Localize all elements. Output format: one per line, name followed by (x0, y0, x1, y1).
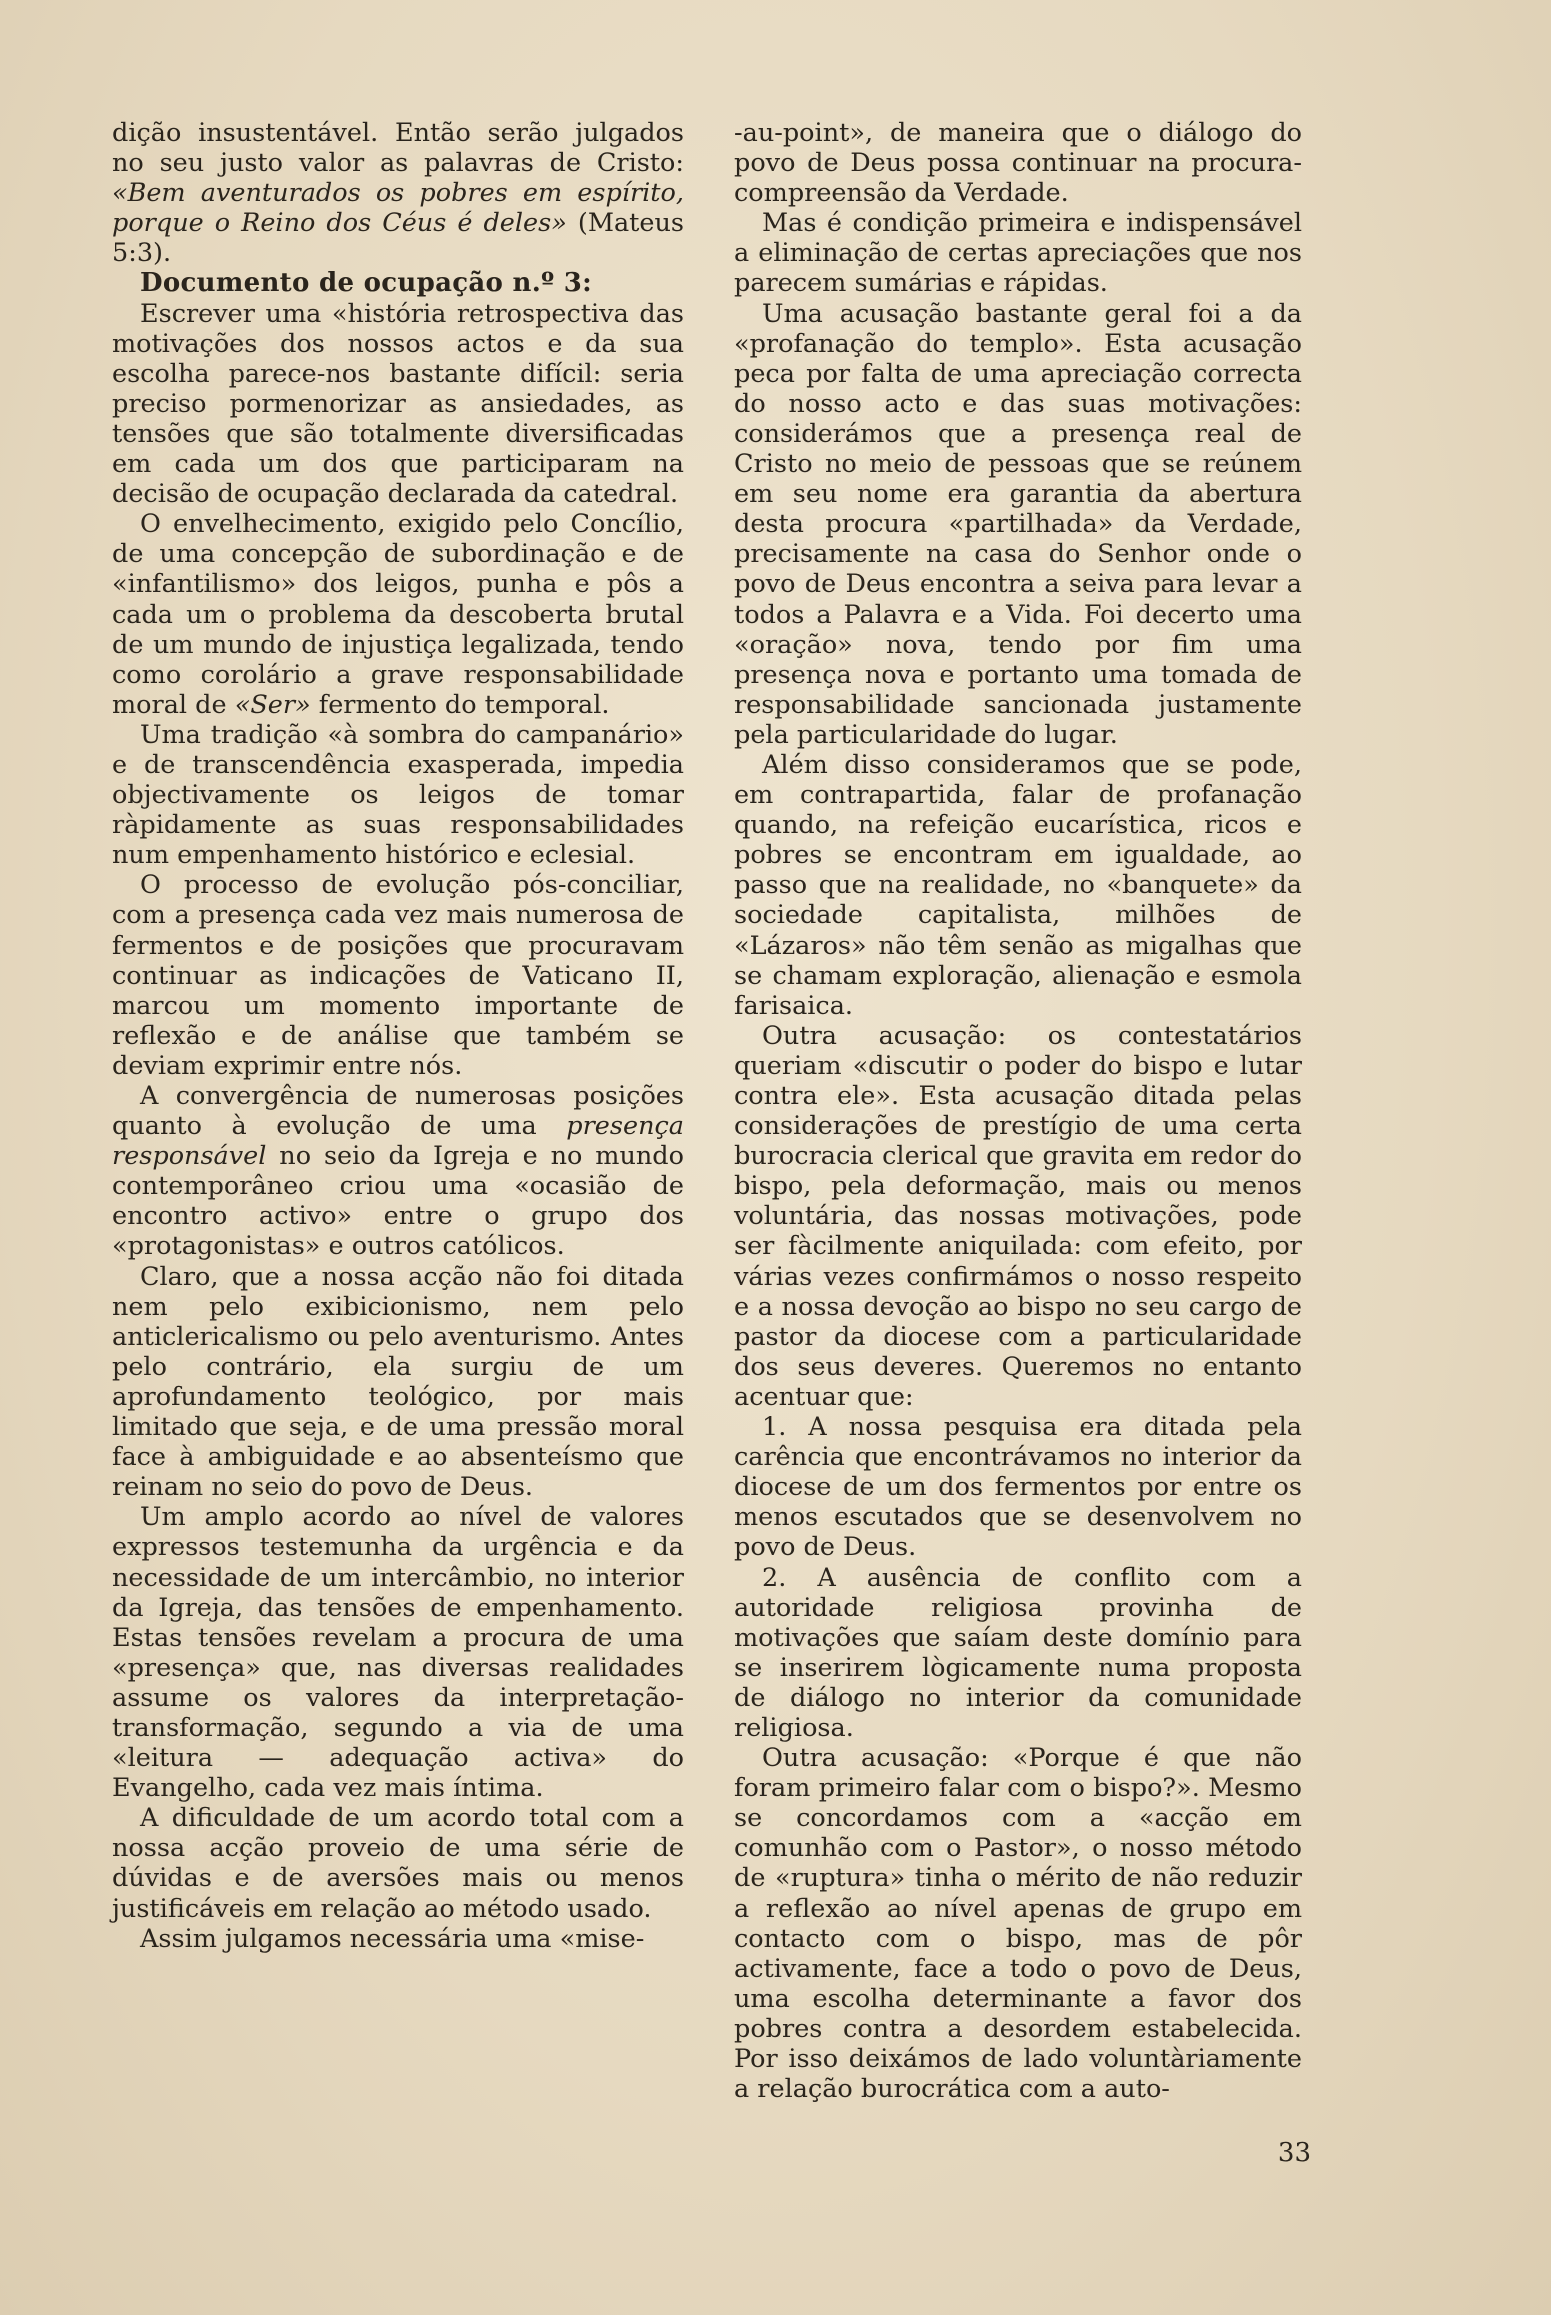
list-item-1: 1. A nossa pesquisa era ditada pela carência que encontrávamos no interior da diocese de um dos fermentos por entre os menos escutados que se desenvolvem no povo de Deus. (734, 1412, 1302, 1563)
list-item-2: 2. A ausência de conflito com a autoridade religiosa provinha de motivações que saíam deste domínio para se inserirem lògicamente numa proposta de diálogo no interior da comunidade religiosa. (734, 1562, 1302, 1743)
intro-quote: «Bem aventurados os pobres em espírito, porque o Reino dos Céus é deles» (112, 178, 684, 239)
intro-paragraph (112, 118, 684, 268)
paragraph-5-end: no seio da Igreja e no mundo contemporâneo criou uma «ocasião de encontro activo» entre o grupo dos «protagonistas» e outros católicos. (112, 1141, 684, 1262)
paragraph-5 (112, 1081, 684, 1262)
paragraph-2-emphasis: «Ser» (234, 689, 311, 720)
intro-text: dição insustentável. Então serão julgados no seu justo valor as palavras de Cristo: (112, 118, 684, 179)
right-column (734, 118, 1302, 2104)
right-paragraph-1: Mas é condição primeira e indispensável a eliminação de certas apreciações que nos parecem sumárias e rápidas. (734, 208, 1302, 299)
left-column (112, 118, 684, 1954)
right-paragraph-3: Além disso consideramos que se pode, em contrapartida, falar de profanação quando, na refeição eucarística, ricos e pobres se encontram em igualdade, ao passo que na realidade, no «banquete» da sociedade capitalista, milhões de «Lázaros» não têm senão as migalhas que se chamam exploração, alienação e esmola farisaica. (734, 749, 1302, 1021)
paragraph-7: Um amplo acordo ao nível de valores expressos testemunha da urgência e da necessidade de um intercâmbio, no interior da Igreja, das tensões de empenhamento. Estas tensões revelam a procura de uma «presença» que, nas diversas realidades assume os valores da interpretação-transformação, segundo a via de uma «leitura — adequação activa» do Evangelho, cada vez mais íntima. (112, 1502, 684, 1804)
paragraph-5-text: A convergência de numerosas posições quanto à evolução de uma (112, 1081, 684, 1142)
intro-citation: (Mateus 5:3). (112, 208, 684, 269)
paragraph-4: O processo de evolução pós-conciliar, com a presença cada vez mais numerosa de fermentos e de posições que procuravam continuar as indicações de Vaticano II, marcou um momento importante de reflexão e de análise que também se deviam exprimir entre nós. (112, 870, 684, 1081)
right-paragraph-4: Outra acusação: os contestatários queriam «discutir o poder do bispo e lutar contra ele». Esta acusação ditada pelas considerações de prestígio de uma certa burocracia clerical que gravita em redor do bispo, pela deformação, mais ou menos voluntária, das nossas motivações, pode ser fàcilmente aniquilada: com efeito, por várias vezes confirmámos o nosso respeito e a nossa devoção ao bispo no seu cargo de pastor da diocese com a particularidade dos seus deveres. Queremos no entanto acentuar que: (734, 1020, 1302, 1412)
paragraph-5-emphasis: presença responsável (112, 1111, 684, 1172)
paragraph-6: Claro, que a nossa acção não foi ditada nem pelo exibicionismo, nem pelo anticlericalismo ou pelo aventurismo. Antes pelo contrário, ela surgiu de um aprofundamento teológico, por mais limitado que seja, e de uma pressão moral face à ambiguidade e ao absenteísmo que reinam no seio do povo de Deus. (112, 1261, 684, 1503)
paragraph-2-end: fermento do temporal. (310, 689, 610, 720)
paragraph-2-text: O envelhecimento, exigido pelo Concílio, de uma concepção de subordinação e de «infantilismo» dos leigos, punha e pôs a cada um o problema da descoberta brutal de um mundo de injustiça legalizada, tendo como corolário a grave responsabilidade moral de (112, 509, 684, 720)
right-paragraph-2: Uma acusação bastante geral foi a da «profanação do templo». Esta acusação peca por falta de uma apreciação correcta do nosso acto e das suas motivações: considerámos que a presença real de Cristo no meio de pessoas que se reúnem em seu nome era garantia da abertura desta procura «partilhada» da Verdade, precisamente na casa do Senhor onde o povo de Deus encontra a seiva para levar a todos a Palavra e a Vida. Foi decerto uma «oração» nova, tendo por fim uma presença nova e portanto uma tomada de responsabilidade sancionada justamente pela particularidade do lugar. (734, 298, 1302, 750)
paragraph-1: Escrever uma «história retrospectiva das motivações dos nossos actos e da sua escolha parece-nos bastante difícil: seria preciso pormenorizar as ansiedades, as tensões que são totalmente diversificadas em cada um dos que participaram na decisão de ocupação declarada da catedral. (112, 298, 684, 510)
paragraph-2 (112, 509, 684, 720)
right-paragraph-5: Outra acusação: «Porque é que não foram primeiro falar com o bispo?». Mesmo se concordamos com a «acção em comunhão com o Pastor», o nosso método de «ruptura» tinha o mérito de não reduzir a reflexão ao nível apenas de grupo em contacto com o bispo, mas de pôr activamente, face a todo o povo de Deus, uma escolha determinante a favor dos pobres contra a desordem estabelecida. Por isso deixámos de lado voluntàriamente a relação burocrática com a auto- (734, 1743, 1302, 2105)
page-number: 33 (1277, 2138, 1311, 2168)
continuation-paragraph: -au-point», de maneira que o diálogo do povo de Deus possa continuar na procura-compreensão da Verdade. (734, 118, 1302, 209)
section-heading: Documento de ocupação n.º 3: (140, 268, 593, 299)
paragraph-9: Assim julgamos necessária uma «mise- (140, 1923, 645, 1954)
paragraph-3: Uma tradição «à sombra do campanário» e de transcendência exasperada, impedia objectivamente os leigos de tomar ràpidamente as suas responsabilidades num empenhamento histórico e eclesial. (112, 719, 684, 871)
paragraph-8: A dificuldade de um acordo total com a nossa acção proveio de uma série de dúvidas e de aversões mais ou menos justificáveis em relação ao método usado. (112, 1803, 684, 1924)
